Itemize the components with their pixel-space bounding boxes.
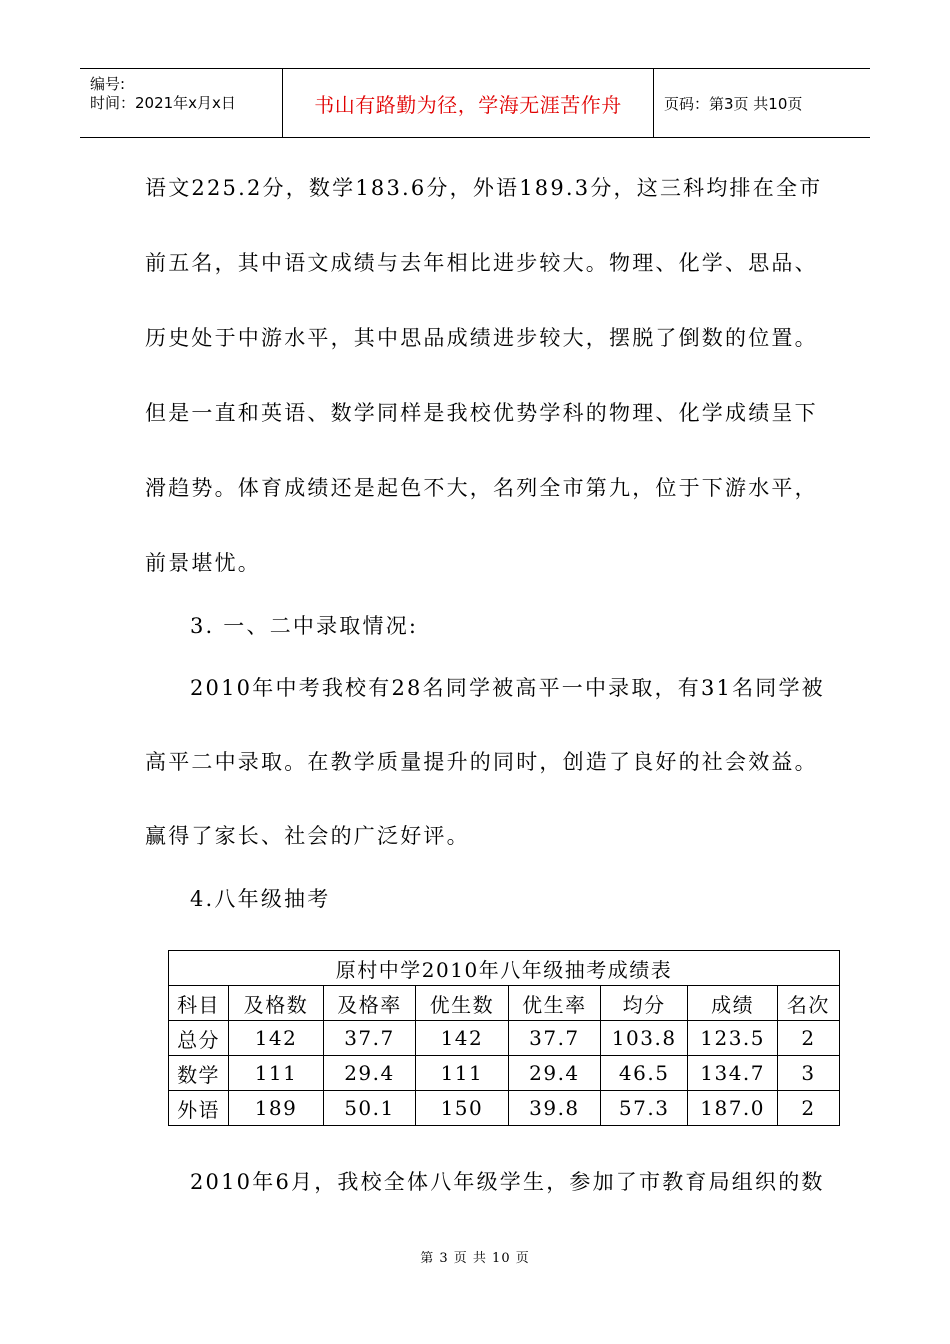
document-time: 时间：2021年x月x日 — [90, 94, 236, 112]
header-page-info: 页码：第3页 共10页 — [664, 94, 803, 113]
table-header-row — [169, 986, 840, 1021]
table-cell: 3 — [777, 1056, 839, 1091]
body-line: 语文225.2分，数学183.6分，外语189.3分，这三科均排在全市 — [145, 176, 823, 200]
table-header-cell: 优生率 — [508, 986, 600, 1021]
table-cell: 外语 — [169, 1091, 229, 1126]
body-line: 滑趋势。体育成绩还是起色不大，名列全市第九，位于下游水平， — [145, 476, 818, 500]
table-header-cell: 科目 — [169, 986, 229, 1021]
table-header-cell: 均分 — [600, 986, 687, 1021]
table-caption: 原村中学2010年八年级抽考成绩表 — [169, 951, 840, 986]
header-motto-cell — [282, 69, 654, 137]
table-cell: 142 — [229, 1021, 324, 1056]
header-page-cell — [654, 69, 870, 137]
table-cell: 189 — [229, 1091, 324, 1126]
document-number-label: 编号: — [90, 75, 126, 93]
table-cell: 187.0 — [688, 1091, 777, 1126]
body-line: 2010年6月，我校全体八年级学生，参加了市教育局组织的数 — [190, 1170, 825, 1194]
table-row — [169, 1056, 840, 1091]
table-cell: 103.8 — [600, 1021, 687, 1056]
body-line: 赢得了家长、社会的广泛好评。 — [145, 824, 470, 848]
table-cell: 123.5 — [688, 1021, 777, 1056]
table-header-cell: 名次 — [777, 986, 839, 1021]
table-cell: 57.3 — [600, 1091, 687, 1126]
table-cell: 46.5 — [600, 1056, 687, 1091]
table-cell: 2 — [777, 1091, 839, 1126]
body-line: 前景堪忧。 — [145, 551, 261, 575]
body-line: 2010年中考我校有28名同学被高平一中录取，有31名同学被 — [190, 676, 825, 700]
body-line: 但是一直和英语、数学同样是我校优势学科的物理、化学成绩呈下 — [145, 401, 818, 425]
table-cell: 111 — [416, 1056, 509, 1091]
table-cell: 2 — [777, 1021, 839, 1056]
table-cell: 134.7 — [688, 1056, 777, 1091]
body-line: 高平二中录取。在教学质量提升的同时，创造了良好的社会效益。 — [145, 750, 818, 774]
body-line: 历史处于中游水平，其中思品成绩进步较大，摆脱了倒数的位置。 — [145, 326, 818, 350]
page-footer: 第 3 页 共 10 页 — [420, 1251, 530, 1266]
table-cell: 150 — [416, 1091, 509, 1126]
table-cell: 37.7 — [323, 1021, 415, 1056]
table-cell: 111 — [229, 1056, 324, 1091]
table-header-cell: 及格率 — [323, 986, 415, 1021]
score-table — [168, 950, 840, 1126]
table-cell: 37.7 — [508, 1021, 600, 1056]
table-caption-row — [169, 951, 840, 986]
table-row — [169, 1091, 840, 1126]
table-cell: 总分 — [169, 1021, 229, 1056]
table-row — [169, 1021, 840, 1056]
table-header-cell: 成绩 — [688, 986, 777, 1021]
header-meta-cell — [80, 69, 282, 137]
table-header-cell: 及格数 — [229, 986, 324, 1021]
table-cell: 39.8 — [508, 1091, 600, 1126]
table-cell: 29.4 — [323, 1056, 415, 1091]
header-motto: 书山有路勤为径，学海无涯苦作舟 — [314, 92, 622, 117]
section-heading: 3. 一、二中录取情况: — [190, 614, 419, 638]
section-heading: 4.八年级抽考 — [190, 887, 331, 911]
table-cell: 数学 — [169, 1056, 229, 1091]
body-line: 前五名，其中语文成绩与去年相比进步较大。物理、化学、思品、 — [145, 251, 818, 275]
table-cell: 29.4 — [508, 1056, 600, 1091]
table-header-cell: 优生数 — [416, 986, 509, 1021]
page-header — [80, 68, 870, 138]
table-cell: 142 — [416, 1021, 509, 1056]
table-cell: 50.1 — [323, 1091, 415, 1126]
